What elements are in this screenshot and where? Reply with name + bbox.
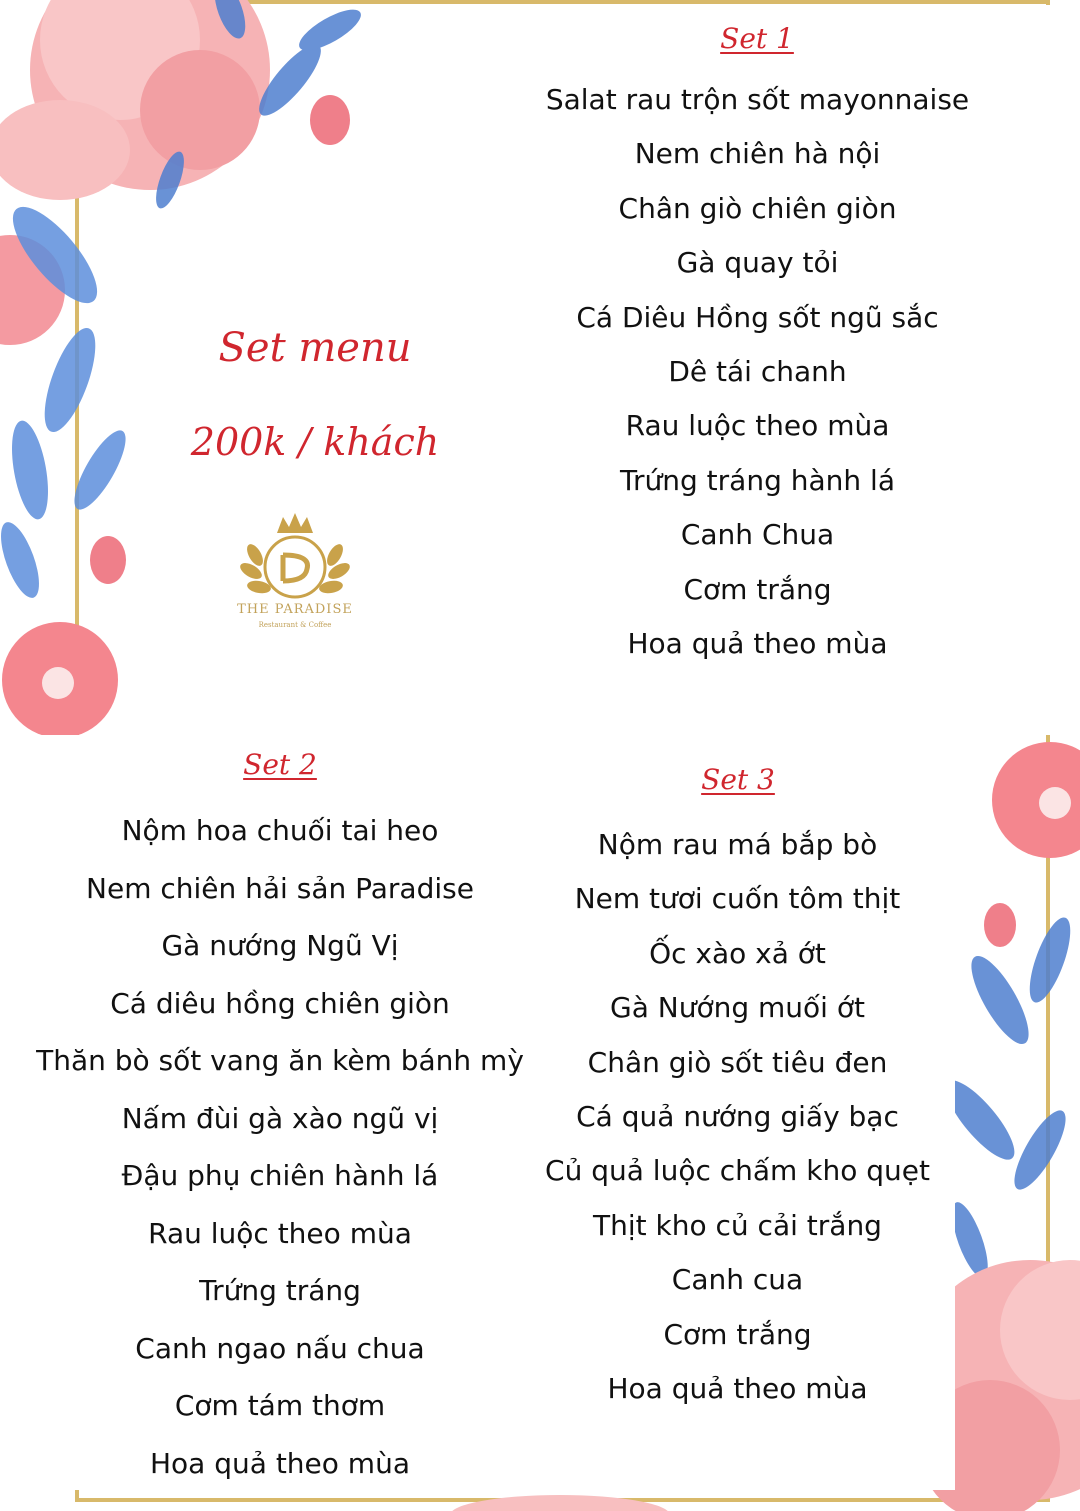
set3-list: [530, 825, 945, 1423]
menu-item: Hoa quả theo mùa: [627, 626, 888, 660]
set3-title: Set 3: [701, 763, 775, 796]
menu-item: Củ quả luộc chấm kho quẹt: [545, 1154, 930, 1188]
menu-item: Canh cua: [671, 1263, 804, 1297]
logo-subtitle: Restaurant & Coffee: [258, 621, 332, 629]
menu-item: Nem chiên hải sản Paradise: [86, 871, 474, 905]
menu-item: Trứng tráng hành lá: [620, 463, 895, 497]
menu-item: Cơm tám thơm: [174, 1389, 386, 1422]
set1-title: Set 1: [720, 22, 794, 55]
menu-item: Đậu phụ chiên hành lá: [121, 1159, 439, 1192]
menu-item: Cơm trắng: [683, 572, 832, 606]
set2-title: Set 2: [243, 748, 317, 781]
bud-left-icon: [90, 536, 126, 584]
flower-bottom-left-icon: [2, 622, 118, 738]
menu-item: Canh ngao nấu chua: [135, 1331, 425, 1365]
menu-item: Thịt kho củ cải trắng: [593, 1208, 882, 1242]
menu-item: Rau luộc theo mùa: [148, 1216, 412, 1250]
menu-item: Hoa quả theo mùa: [150, 1446, 410, 1480]
menu-item: Cá Diêu Hồng sốt ngũ sắc: [576, 300, 939, 334]
menu-item: Cá diêu hồng chiên giòn: [110, 986, 450, 1020]
set2-list: [20, 810, 540, 1500]
menu-item: Rau luộc theo mùa: [625, 409, 890, 443]
flower-right-icon: [992, 742, 1080, 858]
logo-name: THE PARADISE: [237, 602, 353, 617]
menu-item: Hoa quả theo mùa: [607, 1371, 868, 1405]
menu-item: Dê tái chanh: [668, 354, 847, 388]
bud-icon: [310, 95, 350, 145]
menu-item: Chân giò chiên giòn: [618, 191, 897, 225]
menu-item: Trứng tráng: [199, 1274, 361, 1307]
menu-item: Gà Nướng muối ớt: [610, 991, 865, 1025]
menu-item: Salat rau trộn sốt mayonnaise: [545, 83, 970, 116]
menu-item: Ốc xào xả ớt: [649, 936, 826, 970]
menu-item: Cá quả nướng giấy bạc: [576, 1099, 899, 1133]
bud-right-icon: [984, 903, 1016, 947]
menu-item: Nấm đùi gà xào ngũ vị: [121, 1101, 439, 1135]
menu-title: Set menu: [218, 325, 412, 371]
menu-item: Nem chiên hà nội: [634, 137, 881, 171]
menu-item: Nộm rau má bắp bò: [597, 828, 878, 861]
menu-item: Cơm trắng: [663, 1317, 812, 1351]
menu-item: Nem tươi cuốn tôm thịt: [574, 882, 901, 916]
menu-item: Thăn bò sốt vang ăn kèm bánh mỳ: [36, 1044, 524, 1077]
menu-item: Nộm hoa chuối tai heo: [121, 814, 439, 847]
menu-item: Gà nướng Ngũ Vị: [161, 929, 399, 962]
menu-item: Gà quay tỏi: [676, 246, 839, 280]
restaurant-logo: [215, 505, 375, 655]
leaves-right-icon: [936, 913, 1079, 1282]
set1-list: [520, 80, 995, 678]
menu-item: Canh Chua: [680, 518, 835, 552]
crown-laurel-logo-icon: [215, 505, 375, 605]
menu-item: Chân giò sốt tiêu đen: [587, 1045, 888, 1079]
menu-price: 200k / khách: [190, 420, 440, 464]
